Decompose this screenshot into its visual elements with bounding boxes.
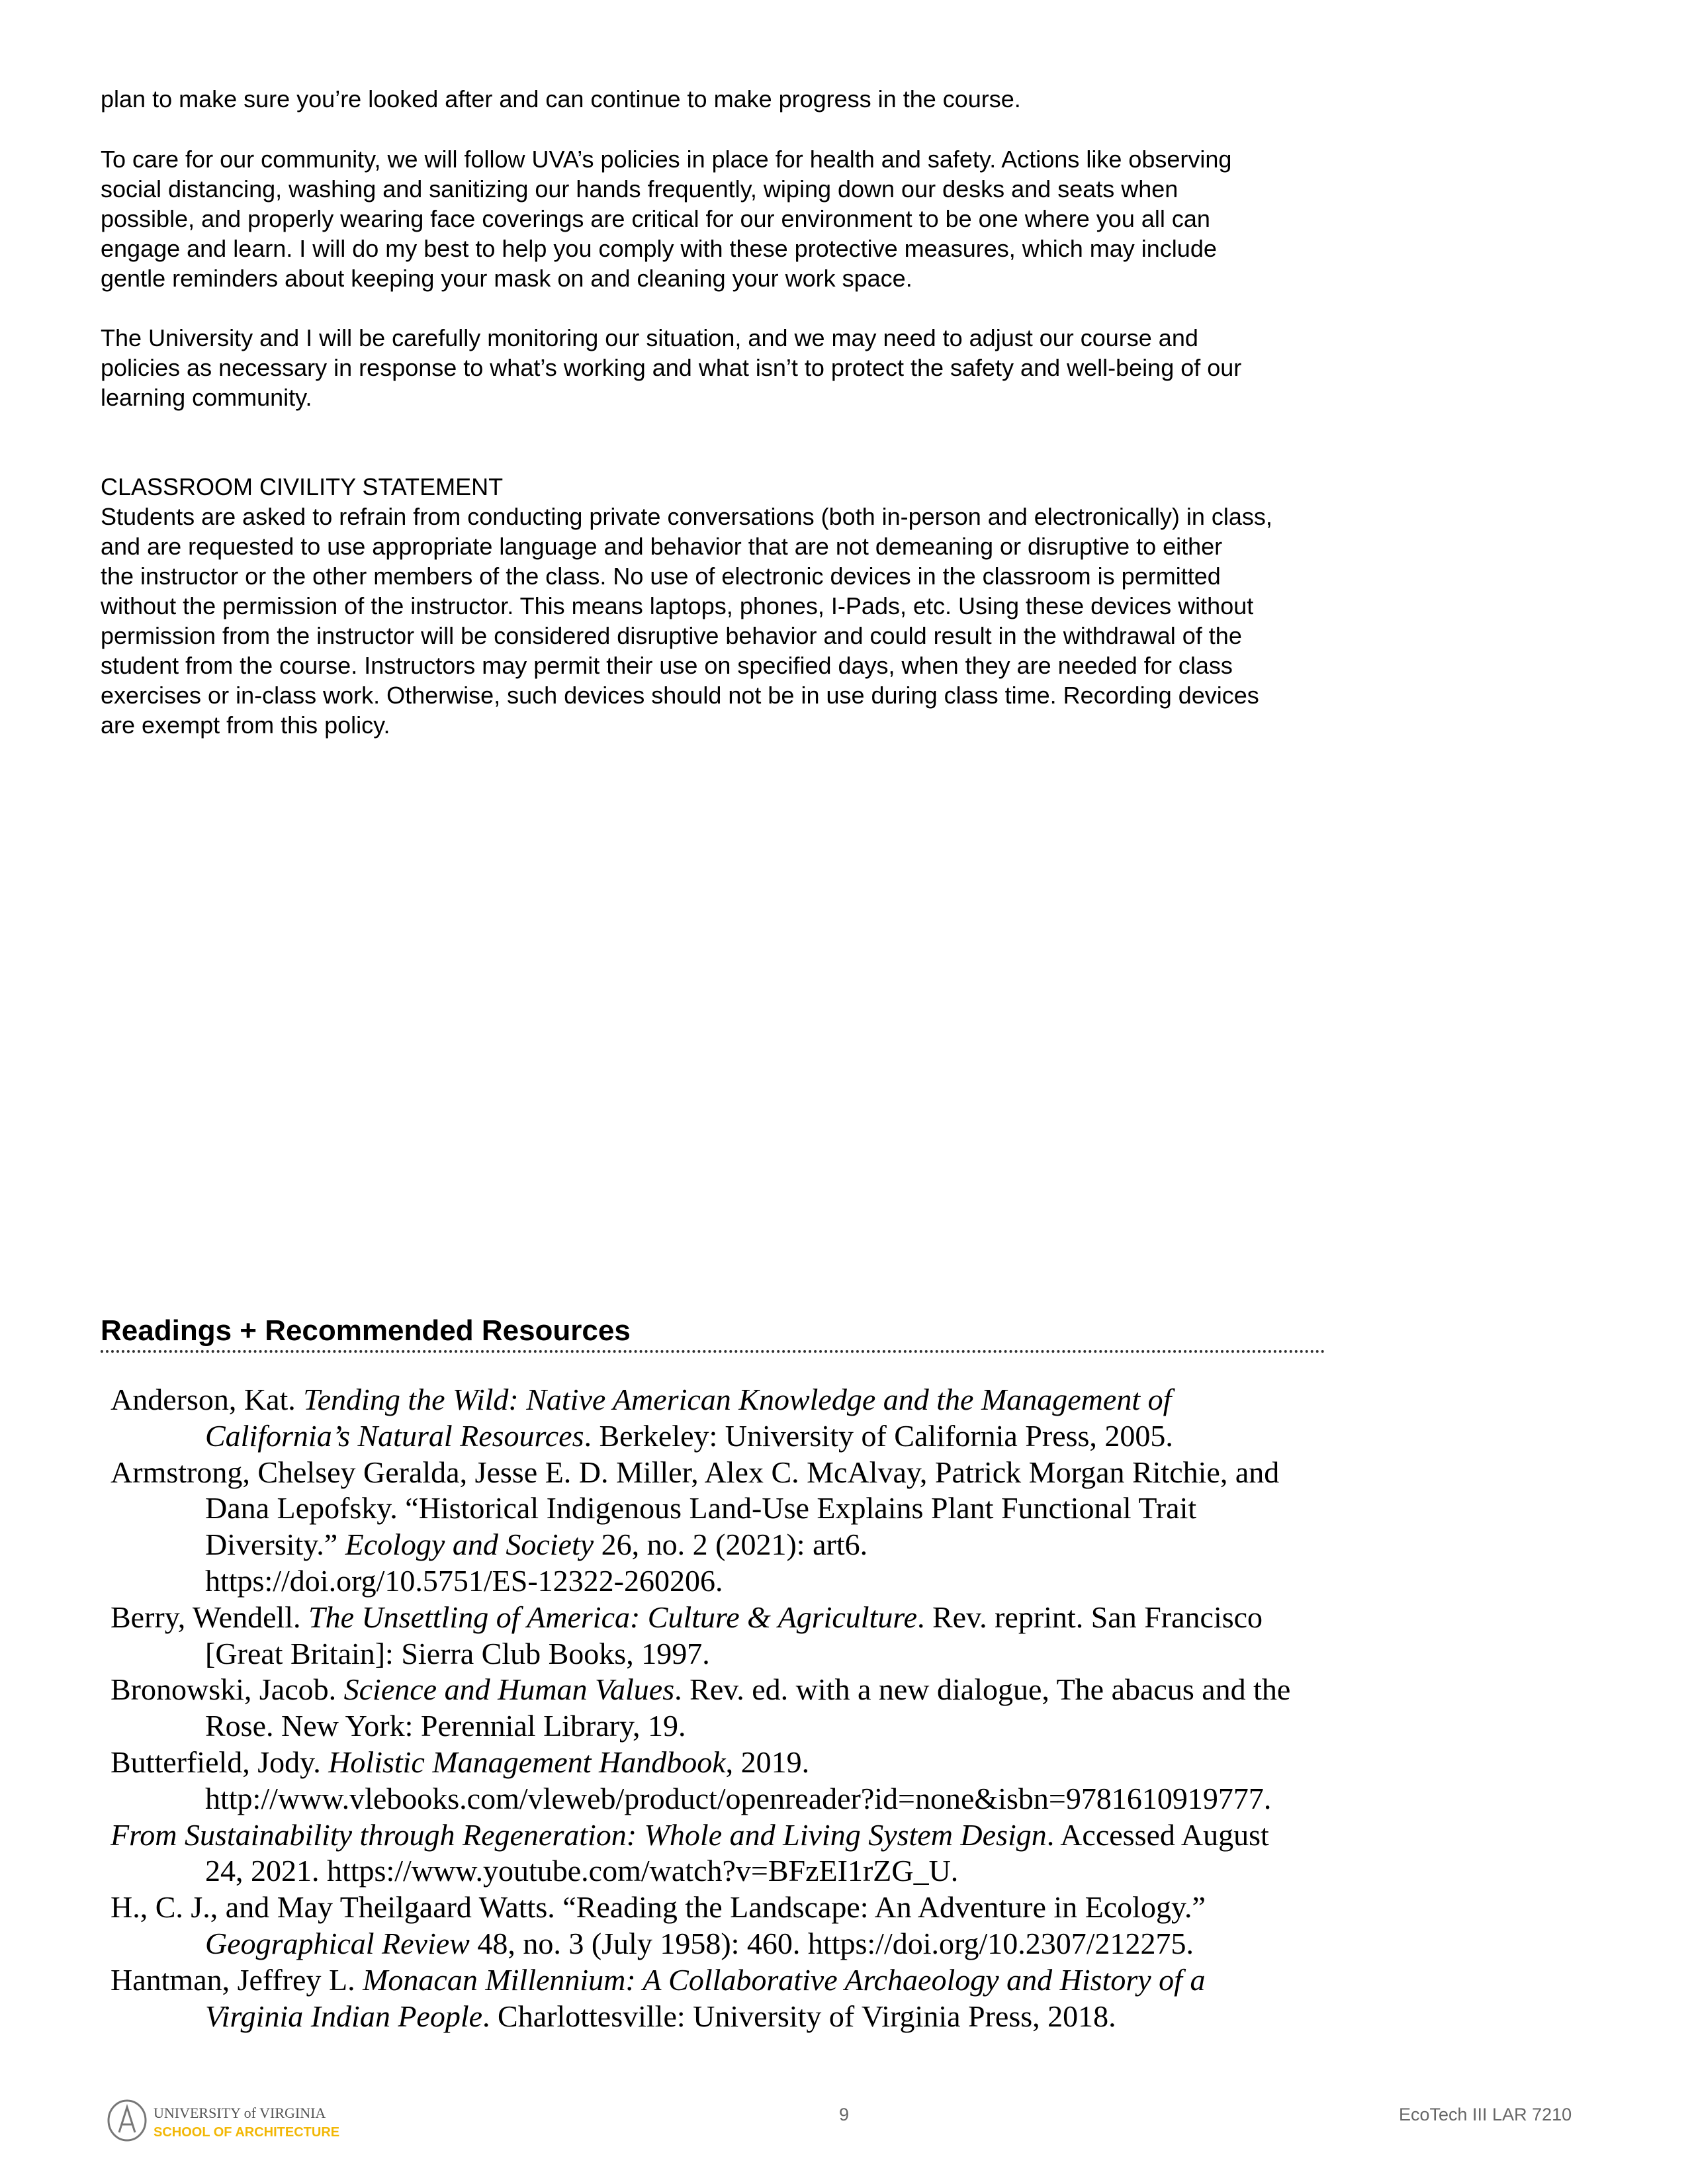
text-line: Students are asked to refrain from conducting private conversations (both in-person and electronically) in class, xyxy=(101,503,1272,530)
readings-heading: Readings + Recommended Resources xyxy=(101,1314,631,1347)
reference-list xyxy=(111,1382,1290,2034)
reference-text: H., C. J., and May Theilgaard Watts. “Reading the Landscape: An Adventure in Ecology.” xyxy=(111,1890,1206,1925)
reference-text: Science and Human Values xyxy=(343,1672,675,1707)
reference-text: Holistic Management Handbook xyxy=(328,1745,726,1779)
text-line: The University and I will be carefully monitoring our situation, and we may need to adjust our course and xyxy=(101,324,1198,351)
reference-text: Geographical Review xyxy=(205,1926,470,1960)
text-line: exercises or in-class work. Otherwise, such devices should not be in use during class time. Recording devices xyxy=(101,682,1259,709)
reference-text: Ecology and Society xyxy=(345,1527,594,1562)
text-line: policies as necessary in response to what’s working and what isn’t to protect the safety and well-being of our xyxy=(101,354,1242,381)
reference-line xyxy=(111,1781,1290,1817)
reference-line xyxy=(111,1600,1290,1636)
reference-text: Berry, Wendell. xyxy=(111,1600,309,1634)
reference-text: Anderson, Kat. xyxy=(111,1383,304,1416)
reference-text: https://doi.org/10.5751/ES-12322-260206. xyxy=(205,1563,723,1598)
reference-line xyxy=(111,1418,1290,1455)
text-line: are exempt from this policy. xyxy=(101,711,390,739)
text-line: student from the course. Instructors may permit their use on specified days, when they are needed for class xyxy=(101,652,1233,679)
reference-text: [Great Britain]: Sierra Club Books, 1997. xyxy=(205,1636,710,1670)
civility-section xyxy=(101,472,1272,739)
reference-text: Armstrong, Chelsey Geralda, Jesse E. D. Miller, Alex C. McAlvay, Patrick Morgan Ritchie, and xyxy=(111,1455,1280,1489)
reference-line xyxy=(111,1745,1290,1781)
reference-text: Virginia Indian People xyxy=(205,1999,483,2033)
reference-text: The Unsettling of America: Culture & Agriculture xyxy=(308,1600,917,1634)
reference-line xyxy=(111,1455,1290,1491)
reference-line xyxy=(111,1853,1290,1889)
reference-line xyxy=(111,1889,1290,1926)
reference-text: Dana Lepofsky. “Historical Indigenous Land-Use Explains Plant Functional Trait xyxy=(205,1491,1197,1525)
civility-title: CLASSROOM CIVILITY STATEMENT xyxy=(101,473,504,500)
reference-text: California’s Natural Resources xyxy=(205,1418,584,1453)
text-line: To care for our community, we will follow UVA’s policies in place for health and safety. Actions like observing xyxy=(101,146,1232,173)
text-line: social distancing, washing and sanitizing our hands frequently, wiping down our desks and seats when xyxy=(101,175,1178,203)
reference-text: , 2019. xyxy=(725,1745,810,1779)
civility-body xyxy=(101,502,1272,739)
course-label: EcoTech III LAR 7210 xyxy=(1399,2105,1572,2124)
text-line: the instructor or the other members of the class. No use of electronic devices in the classroom is permitted xyxy=(101,563,1221,590)
reference-line xyxy=(111,1708,1290,1745)
reference-text: Rose. New York: Perennial Library, 19. xyxy=(205,1709,686,1743)
reference-text: http://www.vlebooks.com/vleweb/product/openreader?id=none&isbn=9781610919777. xyxy=(205,1781,1272,1815)
uva-architecture-logo xyxy=(106,2098,340,2143)
reference-line xyxy=(111,1563,1290,1600)
paragraph-monitoring xyxy=(101,323,1241,412)
reference-line xyxy=(111,1527,1290,1563)
text-line: learning community. xyxy=(101,384,312,411)
paragraph-health-safety xyxy=(101,144,1231,293)
reference-text: Hantman, Jeffrey L. xyxy=(111,1962,363,1997)
reference-line xyxy=(111,1817,1290,1854)
reference-line xyxy=(111,1926,1290,1962)
reference-text: . Berkeley: University of California Press, 2005. xyxy=(584,1418,1173,1453)
reference-line xyxy=(111,1382,1290,1418)
reference-line xyxy=(111,1636,1290,1672)
reference-line xyxy=(111,1999,1290,2035)
paragraph-continuation xyxy=(101,84,1021,114)
reference-text: Diversity.” xyxy=(205,1527,345,1562)
text-line: gentle reminders about keeping your mask on and cleaning your work space. xyxy=(101,265,912,292)
reference-text: 24, 2021. https://www.youtube.com/watch?v=BFzEI1rZG_U. xyxy=(205,1854,959,1888)
reference-text: . Rev. reprint. San Francisco xyxy=(916,1600,1263,1634)
reference-line xyxy=(111,1672,1290,1708)
page-number: 9 xyxy=(839,2105,850,2124)
reference-text: . Rev. ed. with a new dialogue, The abacus and the xyxy=(674,1672,1291,1707)
reference-text: 26, no. 2 (2021): art6. xyxy=(594,1527,868,1562)
text-line: and are requested to use appropriate language and behavior that are not demeaning or disruptive to either xyxy=(101,533,1223,560)
svg-text:UNIVERSITY of VIRGINIA: UNIVERSITY of VIRGINIA xyxy=(154,2105,326,2121)
text-line: permission from the instructor will be considered disruptive behavior and could result in the withdrawal of the xyxy=(101,622,1242,649)
reference-line xyxy=(111,1962,1290,1999)
reference-line xyxy=(111,1490,1290,1527)
reference-text: Bronowski, Jacob. xyxy=(111,1672,344,1707)
text-line: without the permission of the instructor. This means laptops, phones, I-Pads, etc. Using these devices without xyxy=(101,592,1254,619)
text-line: possible, and properly wearing face coverings are critical for our environment to be one where you all can xyxy=(101,205,1210,232)
dotted-divider xyxy=(101,1350,1325,1353)
reference-text: . Charlottesville: University of Virginia Press, 2018. xyxy=(482,1999,1116,2033)
reference-text: . Accessed August xyxy=(1046,1817,1269,1852)
reference-text: Monacan Millennium: A Collaborative Archaeology and History of a xyxy=(363,1962,1206,1997)
text-line: engage and learn. I will do my best to help you comply with these protective measures, which may include xyxy=(101,235,1217,262)
reference-text: Tending the Wild: Native American Knowledge and the Management of xyxy=(303,1383,1172,1416)
reference-text: Butterfield, Jody. xyxy=(111,1745,329,1779)
reference-text: From Sustainability through Regeneration: Whole and Living System Design xyxy=(111,1817,1047,1852)
svg-text:SCHOOL OF ARCHITECTURE: SCHOOL OF ARCHITECTURE xyxy=(154,2125,340,2140)
reference-text: 48, no. 3 (July 1958): 460. https://doi.org/10.2307/212275. xyxy=(469,1926,1194,1960)
text-line: plan to make sure you’re looked after and can continue to make progress in the course. xyxy=(101,85,1021,113)
